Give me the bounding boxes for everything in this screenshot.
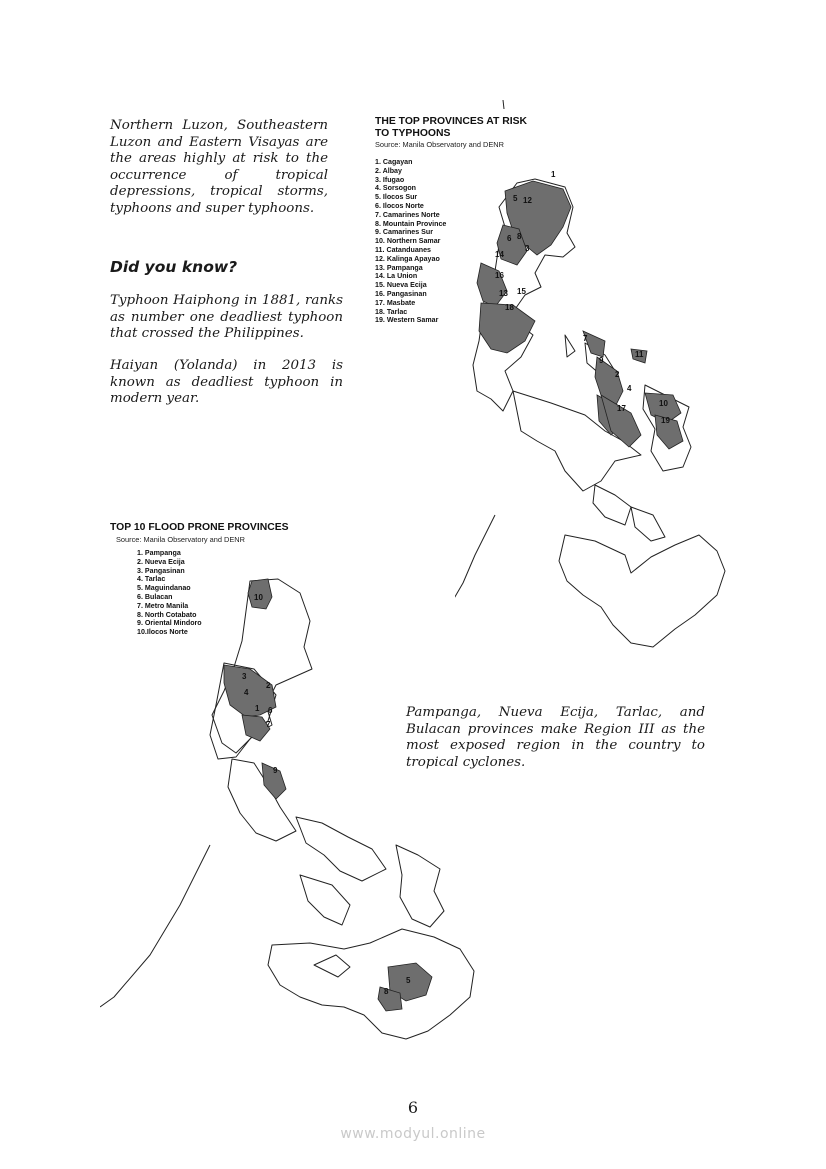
- typhoon-province-item: 16. Pangasinan: [375, 289, 427, 298]
- flood-province-item: 1. Pampanga: [137, 549, 181, 557]
- flood-province-item: 7. Metro Manila: [137, 601, 189, 610]
- map-label: 3: [525, 244, 530, 253]
- flood-province-item: 5. Maguindanao: [137, 584, 191, 593]
- watermark: www.modyul.online: [340, 1126, 486, 1142]
- flood-prone-map: [100, 545, 500, 1045]
- map-label: 8: [384, 987, 389, 996]
- map-label: 5: [513, 194, 518, 203]
- map-label: 9: [273, 766, 278, 775]
- map-label: 3: [242, 672, 247, 681]
- map-label: 10: [659, 399, 668, 408]
- typhoon-province-item: 14. La Union: [375, 272, 418, 281]
- haiphong-fact: Typhoon Haiphong in 1881, ranks as number one deadliest typhoon that crossed the Philippines.: [110, 293, 343, 342]
- map-label: 6: [268, 706, 273, 715]
- typhoon-province-item: 2. Albay: [375, 166, 402, 175]
- typhoon-risk-shading: [477, 181, 683, 449]
- map-label: 18: [505, 303, 514, 312]
- flood-province-item: 2. Nueva Ecija: [137, 557, 185, 566]
- typhoon-province-item: 6. Ilocos Norte: [375, 201, 424, 210]
- typhoon-province-item: 10. Northern Samar: [375, 237, 441, 246]
- typhoon-province-item: 8. Mountain Province: [375, 219, 447, 228]
- map-label: 16: [495, 271, 504, 280]
- region-iii-paragraph: Pampanga, Nueva Ecija, Tarlac, and Bulacan provinces make Region III as the most exposed region in the country to tropical cyclones.: [406, 705, 705, 770]
- typhoon-province-item: 4. Sorsogon: [375, 184, 416, 193]
- typhoon-map-source: Source: Manila Observatory and DENR: [375, 140, 504, 149]
- map-label: 11: [635, 350, 644, 359]
- typhoon-province-item: 3. Ifugao: [375, 175, 405, 184]
- typhoon-province-item: 15. Nueva Ecija: [375, 281, 427, 290]
- map-label: 13: [499, 289, 508, 298]
- typhoon-province-item: 13. Pampanga: [375, 263, 423, 272]
- map-label: 12: [523, 196, 532, 205]
- typhoon-province-item: 1. Cagayan: [375, 158, 413, 166]
- flood-map-source: Source: Manila Observatory and DENR: [116, 535, 245, 544]
- typhoon-province-item: 9. Camarines Sur: [375, 228, 433, 237]
- typhoon-province-item: 11. Catanduanes: [375, 245, 431, 254]
- map-label: 2: [266, 681, 271, 690]
- map-label: 1: [551, 170, 556, 179]
- map-label: 6: [507, 234, 512, 243]
- flood-map-title: TOP 10 FLOOD PRONE PROVINCES: [110, 522, 289, 533]
- typhoon-province-item: 17. Masbate: [375, 298, 416, 307]
- flood-province-item: 6. Bulacan: [137, 592, 173, 601]
- flood-province-item: 9. Oriental Mindoro: [137, 619, 202, 628]
- haiyan-fact: Haiyan (Yolanda) in 2013 is known as deadliest typhoon in modern year.: [110, 358, 343, 407]
- map-label: 15: [517, 287, 526, 296]
- intro-paragraph: Northern Luzon, Southeastern Luzon and Eastern Visayas are the areas highly at risk to the occurrence of tropical depressions, tropical storms, typhoons and super typhoons.: [110, 118, 328, 216]
- map-label: 10: [254, 593, 263, 602]
- typhoon-province-item: 7. Camarines Norte: [375, 210, 440, 219]
- flood-province-item: 3. Pangasinan: [137, 566, 185, 575]
- flood-map-labels: [242, 593, 411, 996]
- map-label: 4: [244, 688, 249, 697]
- flood-province-item: 10.Ilocos Norte: [137, 628, 188, 637]
- did-you-know-heading: Did you know?: [110, 258, 238, 276]
- map-label: 2: [615, 370, 620, 379]
- typhoon-map-title: THE TOP PROVINCES AT RISK TO TYPHOONS: [375, 116, 528, 139]
- map-label: 7: [266, 720, 271, 729]
- page-number: 6: [407, 1098, 419, 1117]
- map-label: 14: [495, 250, 504, 259]
- map-label: 9: [599, 356, 604, 365]
- map-label: 8: [517, 232, 522, 241]
- flood-province-item: 8. North Cotabato: [137, 610, 197, 619]
- map-label: 17: [617, 404, 626, 413]
- flood-province-item: 4. Tarlac: [137, 575, 166, 584]
- map-label: 5: [406, 976, 411, 985]
- map-label: 1: [255, 704, 260, 713]
- map-label: 19: [661, 416, 670, 425]
- typhoon-province-item: 5. Ilocos Sur: [375, 193, 418, 202]
- typhoon-province-item: 18. Tarlac: [375, 307, 408, 316]
- typhoon-province-item: 12. Kalinga Apayao: [375, 254, 440, 263]
- map-label: 4: [627, 384, 632, 393]
- typhoon-province-list: [375, 158, 446, 325]
- map-label: 7: [583, 334, 588, 343]
- typhoon-province-item: 19. Western Samar: [375, 316, 439, 325]
